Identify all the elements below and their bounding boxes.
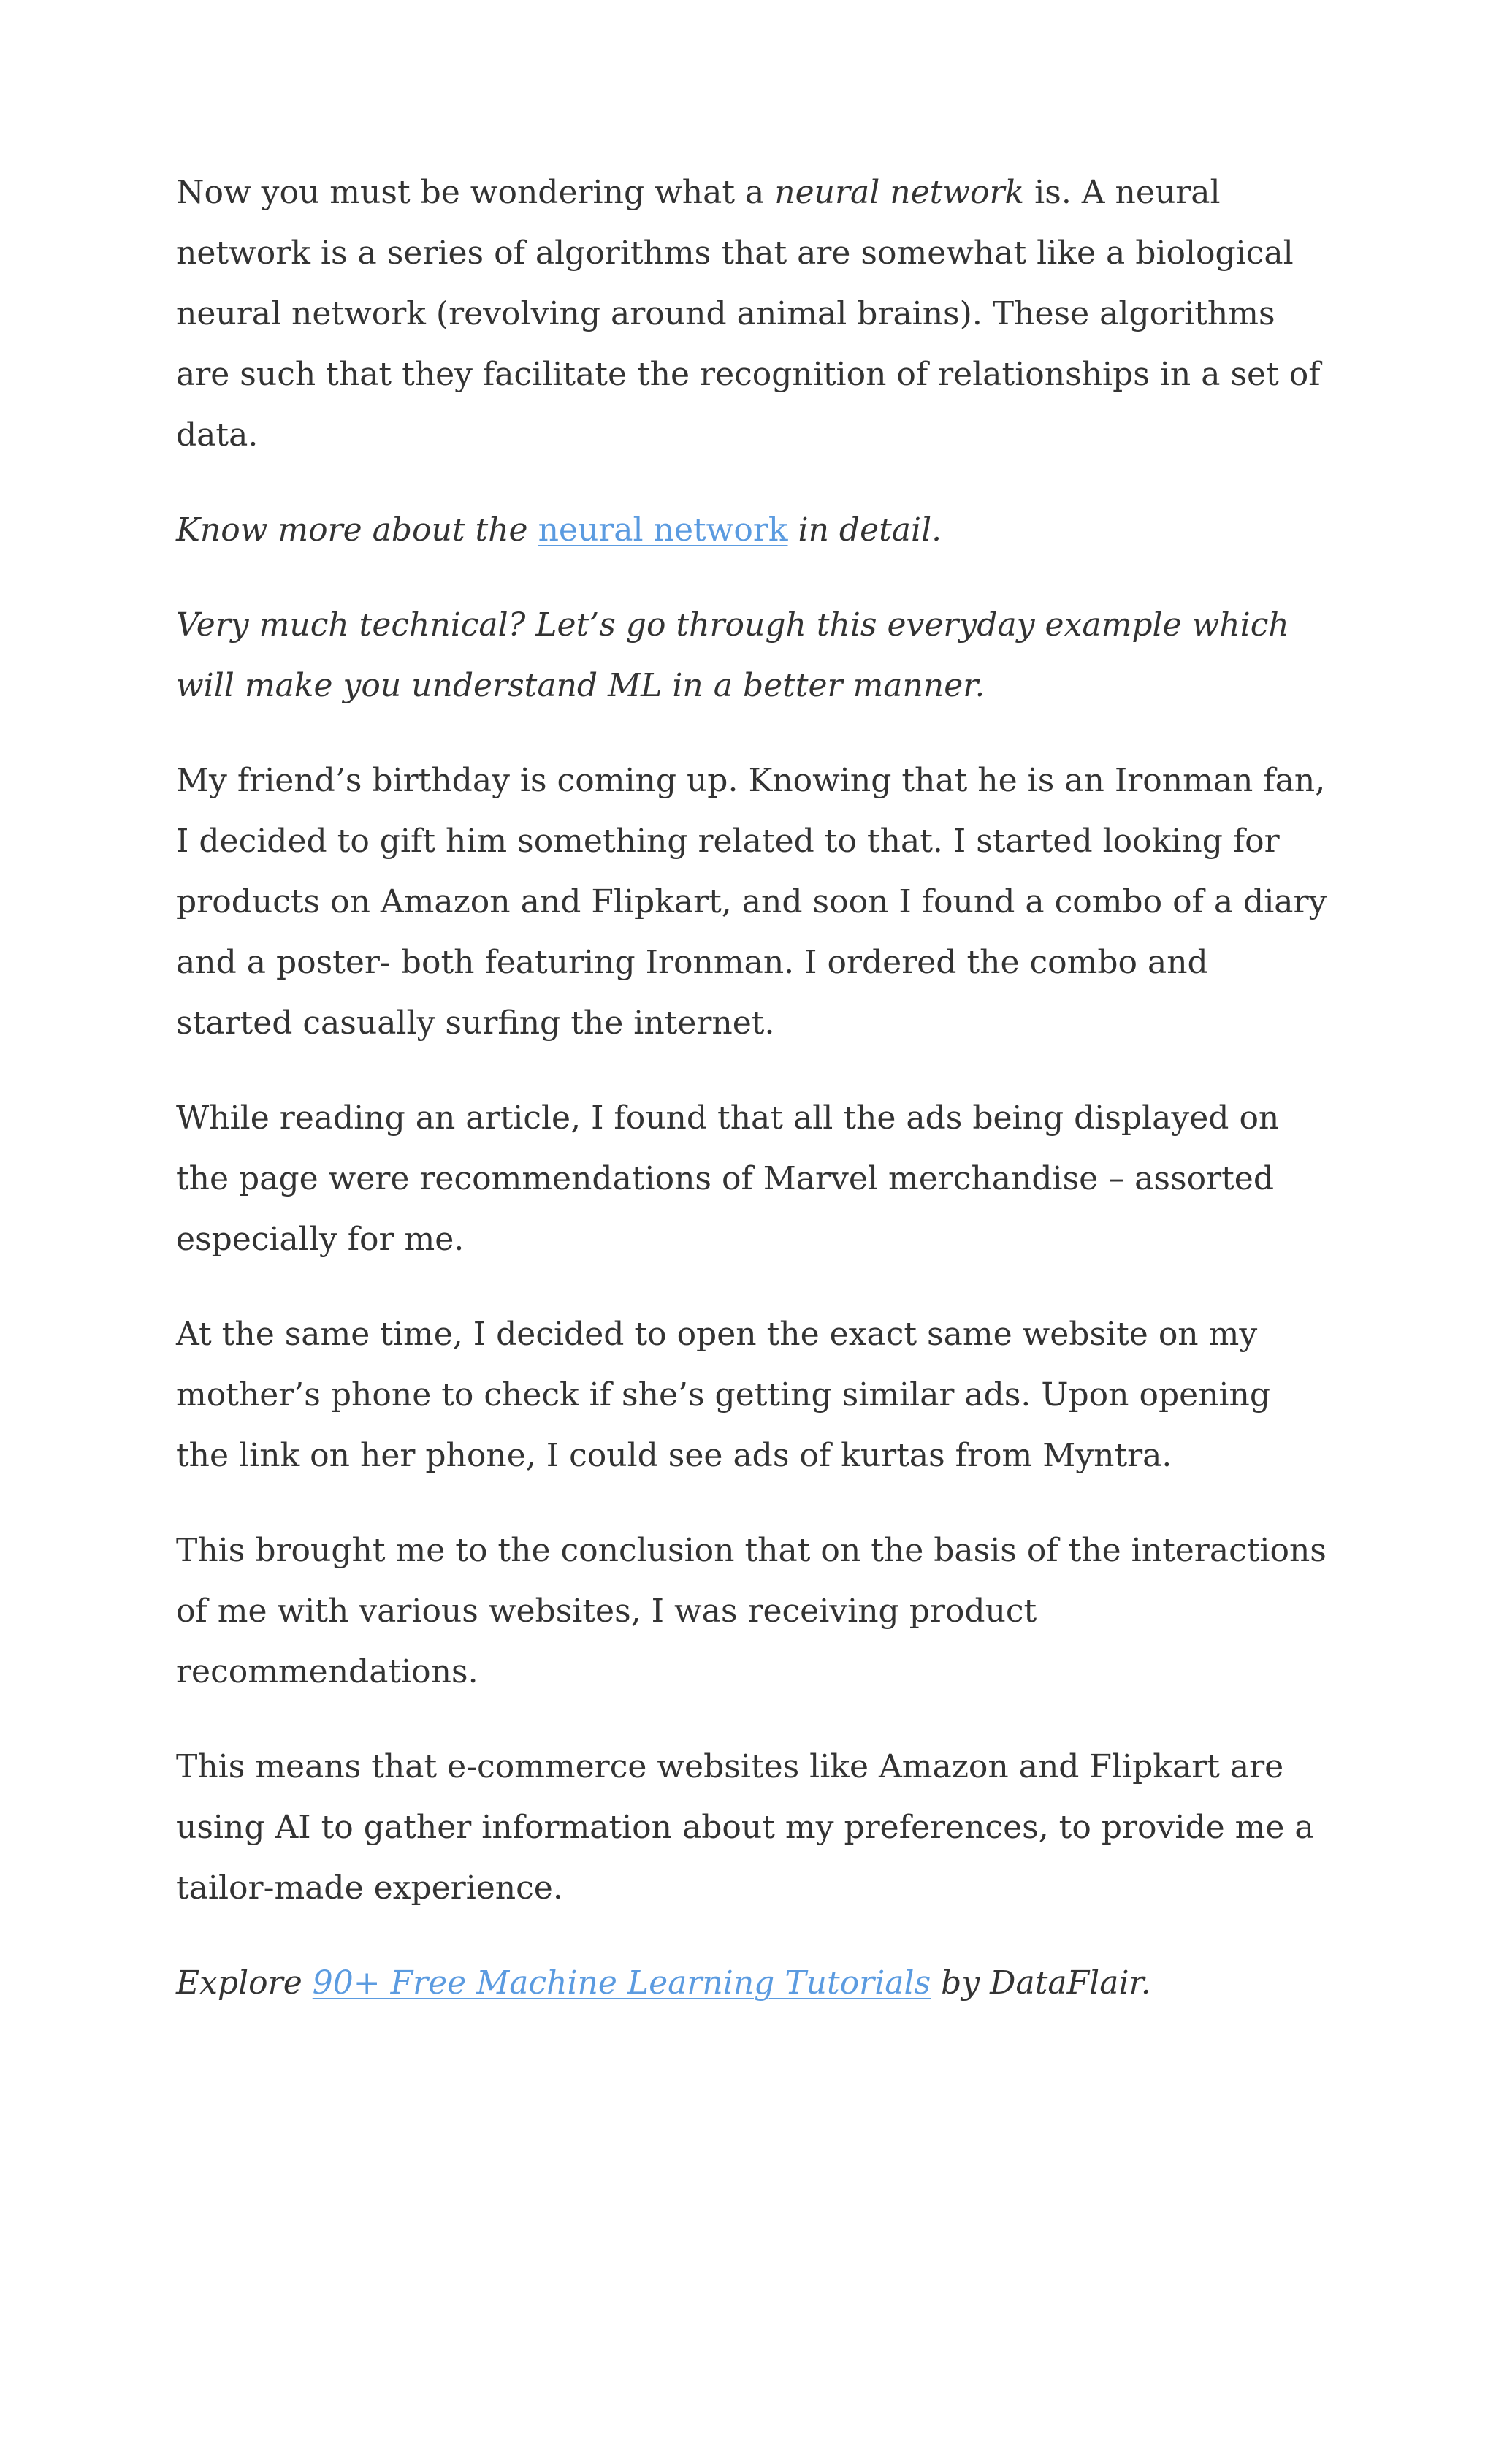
- paragraph-ecommerce-ai: This means that e-commerce websites like Amazon and Flipkart are using AI to gather information about my preferences, to provide me a tailor-made experience.: [176, 1748, 1314, 1907]
- neural-network-link[interactable]: neural network: [538, 511, 788, 549]
- paragraph-mother-phone: At the same time, I decided to open the exact same website on my mother’s phone to check if she’s getting similar ads. Upon opening the link on her phone, I could see ads of kurtas from Myntra.: [176, 1316, 1271, 1474]
- ml-tutorials-link[interactable]: [313, 1964, 931, 2002]
- paragraph-text: by DataFlair.: [931, 1964, 1151, 2002]
- paragraph-text: in detail.: [787, 511, 942, 549]
- paragraph-birthday-story: My friend’s birthday is coming up. Knowing that he is an Ironman fan, I decided to gift him something related to that. I started looking for products on Amazon and Flipkart, and soon I found a combo of a diary and a poster- both featuring Ironman. I ordered the combo and started casually surfing the internet.: [176, 762, 1327, 1042]
- paragraph-conclusion: This brought me to the conclusion that on the basis of the interactions of me with various websites, I was receiving product recommendations.: [176, 1532, 1327, 1690]
- paragraph-text: Know more about the: [176, 511, 538, 549]
- link-text: 90+ Free Machine Learning Tutorials: [312, 1964, 931, 2002]
- paragraph-text: is. A neural network is a series of algorithms that are somewhat like a biological neural network (revolving around animal brains). These algorithms are such that they facilitate the recognition of relationships in a set of data.: [176, 174, 1321, 454]
- paragraph-text: Explore: [176, 1964, 313, 2002]
- paragraph-text: Very much technical? Let’s go through this everyday example which will make you understand ML in a better manner.: [176, 606, 1289, 704]
- article-body: [176, 162, 1330, 2048]
- paragraph-ads-observation: While reading an article, I found that all the ads being displayed on the page were recommendations of Marvel merchandise – assorted especially for me.: [176, 1099, 1280, 1258]
- emphasis-neural-network: neural network: [774, 174, 1025, 211]
- paragraph-neural-network-definition: [176, 162, 1330, 465]
- paragraph-everyday-example: [176, 595, 1330, 716]
- paragraph-text: Now you must be wondering what a: [176, 174, 775, 211]
- paragraph-know-more: [176, 500, 1330, 560]
- paragraph-explore-tutorials: [176, 1953, 1330, 2013]
